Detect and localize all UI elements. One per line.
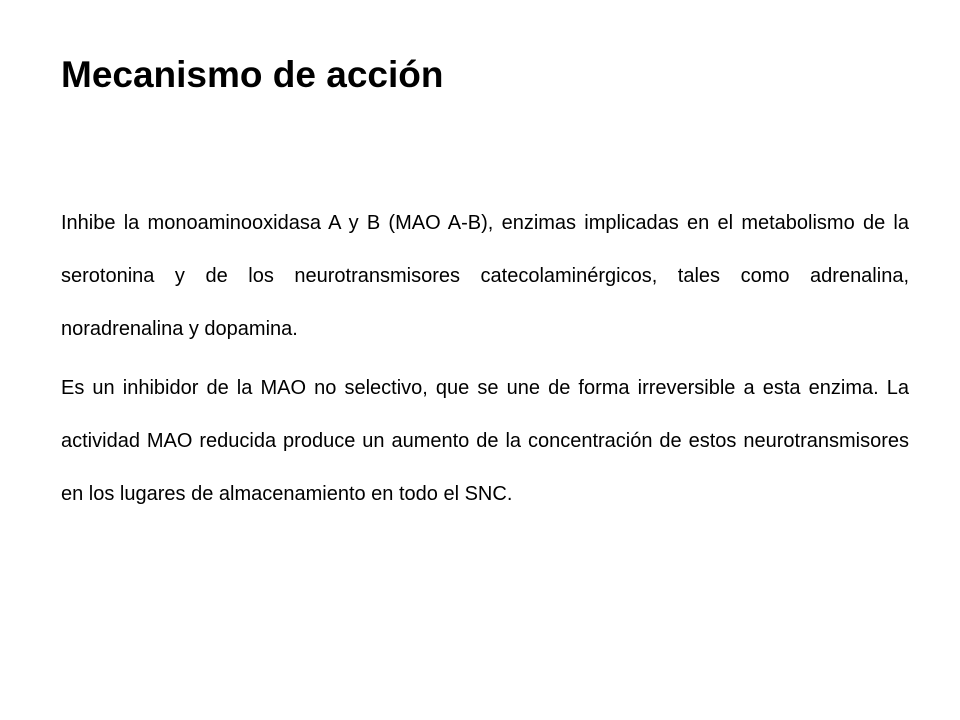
- paragraph-mechanism: Inhibe la monoaminooxidasa A y B (MAO A-B), enzimas implicadas en el metabolismo de la serotonina y de los neurotransmisores catecolaminérgicos, tales como adrenalina, noradrenalina y dopamina.: [61, 212, 909, 340]
- slide-title: Mecanismo de acción: [61, 54, 444, 95]
- paragraph-inhibitor: Es un inhibidor de la MAO no selectivo, que se une de forma irreversible a esta enzima. La actividad MAO reducida produce un aumento de la concentración de estos neurotransmisores en los lugares de almacenamiento en todo el SNC.: [61, 377, 909, 505]
- slide-body: [61, 197, 909, 521]
